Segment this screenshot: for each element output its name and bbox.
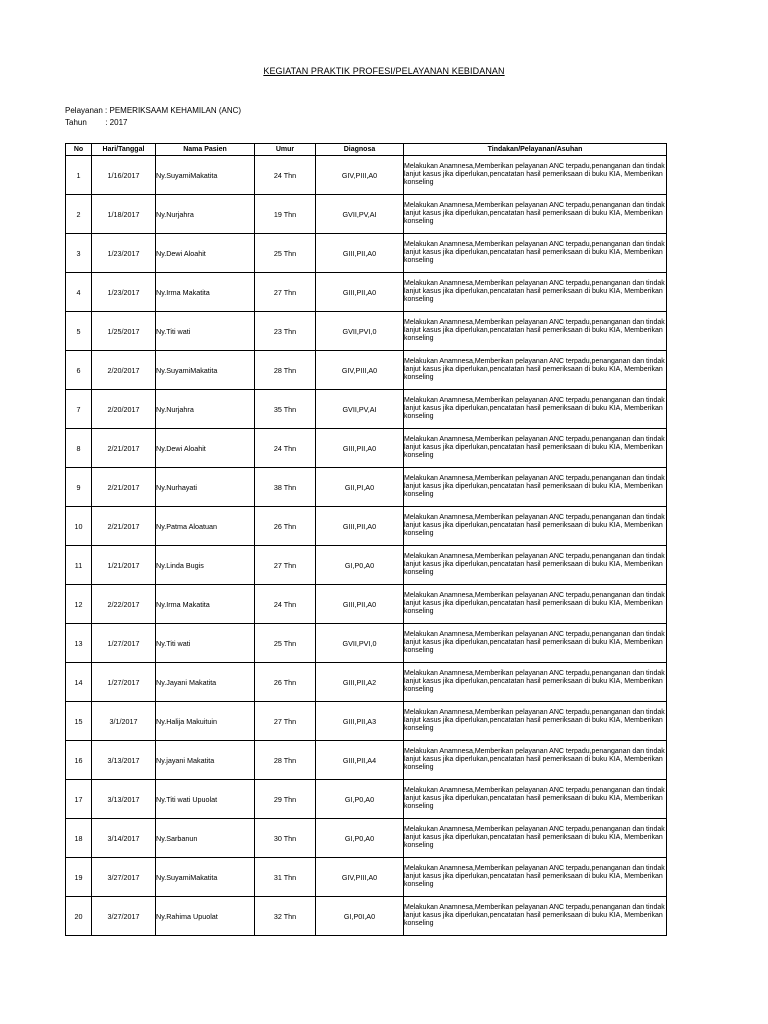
cell-name: Ny.Irma Makatita — [156, 273, 255, 312]
cell-age: 32 Thn — [255, 897, 316, 936]
cell-diagnosis: GIII,PII,A0 — [316, 429, 404, 468]
cell-name: Ny.Linda Bugis — [156, 546, 255, 585]
header-no: No — [66, 144, 92, 156]
cell-age: 38 Thn — [255, 468, 316, 507]
cell-age: 19 Thn — [255, 195, 316, 234]
table-row — [66, 507, 667, 546]
cell-diagnosis: GIII,PII,A0 — [316, 234, 404, 273]
cell-diagnosis: GIII,PII,A0 — [316, 273, 404, 312]
cell-action: Melakukan Anamnesa,Memberikan pelayanan ANC terpadu,penanganan dan tindak lanjut kasus jika diperlukan,pencatatan hasil pemeriksaan di buku KIA, Memberikan konseling — [404, 156, 667, 195]
cell-age: 24 Thn — [255, 585, 316, 624]
cell-date: 3/1/2017 — [92, 702, 156, 741]
cell-date: 1/23/2017 — [92, 234, 156, 273]
meta-tahun — [65, 118, 127, 128]
table-row — [66, 663, 667, 702]
cell-name: Ny.Nurhayati — [156, 468, 255, 507]
cell-name: Ny.Titi wati — [156, 624, 255, 663]
cell-no: 18 — [66, 819, 92, 858]
table-row — [66, 429, 667, 468]
cell-name: Ny.Irma Makatita — [156, 585, 255, 624]
records-table — [65, 143, 667, 936]
cell-age: 23 Thn — [255, 312, 316, 351]
tahun-value: : 2017 — [105, 118, 128, 127]
cell-date: 3/27/2017 — [92, 897, 156, 936]
cell-action: Melakukan Anamnesa,Memberikan pelayanan ANC terpadu,penanganan dan tindak lanjut kasus jika diperlukan,pencatatan hasil pemeriksaan di buku KIA, Memberikan konseling — [404, 702, 667, 741]
table-row — [66, 780, 667, 819]
cell-no: 4 — [66, 273, 92, 312]
cell-no: 7 — [66, 390, 92, 429]
table-body — [66, 156, 667, 936]
cell-action: Melakukan Anamnesa,Memberikan pelayanan ANC terpadu,penanganan dan tindak lanjut kasus jika diperlukan,pencatatan hasil pemeriksaan di buku KIA, Memberikan konseling — [404, 312, 667, 351]
cell-date: 2/20/2017 — [92, 390, 156, 429]
cell-diagnosis: GIV,PIII,A0 — [316, 351, 404, 390]
cell-date: 1/27/2017 — [92, 663, 156, 702]
cell-diagnosis: GI,P0,A0 — [316, 546, 404, 585]
cell-name: Ny.Sarbanun — [156, 819, 255, 858]
table-row — [66, 546, 667, 585]
cell-name: Ny.jayani Makatita — [156, 741, 255, 780]
cell-date: 1/18/2017 — [92, 195, 156, 234]
cell-date: 3/13/2017 — [92, 741, 156, 780]
cell-diagnosis: GI,P0,A0 — [316, 780, 404, 819]
header-age: Umur — [255, 144, 316, 156]
cell-diagnosis: GVII,PV,AI — [316, 390, 404, 429]
cell-action: Melakukan Anamnesa,Memberikan pelayanan ANC terpadu,penanganan dan tindak lanjut kasus jika diperlukan,pencatatan hasil pemeriksaan di buku KIA, Memberikan konseling — [404, 897, 667, 936]
cell-action: Melakukan Anamnesa,Memberikan pelayanan ANC terpadu,penanganan dan tindak lanjut kasus jika diperlukan,pencatatan hasil pemeriksaan di buku KIA, Memberikan konseling — [404, 624, 667, 663]
cell-name: Ny.Dewi Aloahit — [156, 234, 255, 273]
cell-name: Ny.Halija Makuituin — [156, 702, 255, 741]
cell-no: 15 — [66, 702, 92, 741]
cell-action: Melakukan Anamnesa,Memberikan pelayanan ANC terpadu,penanganan dan tindak lanjut kasus jika diperlukan,pencatatan hasil pemeriksaan di buku KIA, Memberikan konseling — [404, 195, 667, 234]
table-row — [66, 585, 667, 624]
cell-age: 28 Thn — [255, 741, 316, 780]
cell-age: 29 Thn — [255, 780, 316, 819]
cell-name: Ny.Nurjahra — [156, 195, 255, 234]
cell-diagnosis: GIV,PIII,A0 — [316, 858, 404, 897]
cell-action: Melakukan Anamnesa,Memberikan pelayanan ANC terpadu,penanganan dan tindak lanjut kasus jika diperlukan,pencatatan hasil pemeriksaan di buku KIA, Memberikan konseling — [404, 390, 667, 429]
table-row — [66, 351, 667, 390]
cell-no: 14 — [66, 663, 92, 702]
cell-date: 2/22/2017 — [92, 585, 156, 624]
cell-diagnosis: GIII,PII,A4 — [316, 741, 404, 780]
cell-no: 17 — [66, 780, 92, 819]
table-row — [66, 858, 667, 897]
cell-date: 1/16/2017 — [92, 156, 156, 195]
header-date: Hari/Tanggal — [92, 144, 156, 156]
table-row — [66, 819, 667, 858]
cell-age: 27 Thn — [255, 702, 316, 741]
cell-diagnosis: GIII,PII,A0 — [316, 585, 404, 624]
cell-name: Ny.Titi wati — [156, 312, 255, 351]
cell-name: Ny.Rahima Upuolat — [156, 897, 255, 936]
table-row — [66, 624, 667, 663]
cell-name: Ny.Patma Aloatuan — [156, 507, 255, 546]
table-row — [66, 312, 667, 351]
cell-age: 26 Thn — [255, 663, 316, 702]
pelayanan-value: PEMERIKSAAM KEHAMILAN (ANC) — [109, 106, 242, 115]
cell-date: 2/20/2017 — [92, 351, 156, 390]
cell-date: 1/23/2017 — [92, 273, 156, 312]
table-row — [66, 273, 667, 312]
header-action: Tindakan/Pelayanan/Asuhan — [404, 144, 667, 156]
table-row — [66, 234, 667, 273]
cell-no: 9 — [66, 468, 92, 507]
cell-action: Melakukan Anamnesa,Memberikan pelayanan ANC terpadu,penanganan dan tindak lanjut kasus jika diperlukan,pencatatan hasil pemeriksaan di buku KIA, Memberikan konseling — [404, 234, 667, 273]
cell-date: 2/21/2017 — [92, 429, 156, 468]
cell-no: 6 — [66, 351, 92, 390]
cell-no: 13 — [66, 624, 92, 663]
cell-no: 1 — [66, 156, 92, 195]
cell-age: 28 Thn — [255, 351, 316, 390]
cell-age: 31 Thn — [255, 858, 316, 897]
cell-action: Melakukan Anamnesa,Memberikan pelayanan ANC terpadu,penanganan dan tindak lanjut kasus jika diperlukan,pencatatan hasil pemeriksaan di buku KIA, Memberikan konseling — [404, 858, 667, 897]
page-title: KEGIATAN PRAKTIK PROFESI/PELAYANAN KEBIDANAN — [263, 66, 505, 76]
cell-name: Ny.SuyamiMakatita — [156, 858, 255, 897]
table-row — [66, 468, 667, 507]
cell-date: 3/27/2017 — [92, 858, 156, 897]
cell-no: 20 — [66, 897, 92, 936]
table-header-row — [66, 144, 667, 156]
cell-no: 16 — [66, 741, 92, 780]
cell-no: 2 — [66, 195, 92, 234]
cell-age: 30 Thn — [255, 819, 316, 858]
cell-no: 12 — [66, 585, 92, 624]
cell-no: 11 — [66, 546, 92, 585]
table-row — [66, 897, 667, 936]
cell-action: Melakukan Anamnesa,Memberikan pelayanan ANC terpadu,penanganan dan tindak lanjut kasus jika diperlukan,pencatatan hasil pemeriksaan di buku KIA, Memberikan konseling — [404, 507, 667, 546]
cell-age: 25 Thn — [255, 234, 316, 273]
cell-age: 24 Thn — [255, 429, 316, 468]
cell-age: 24 Thn — [255, 156, 316, 195]
cell-action: Melakukan Anamnesa,Memberikan pelayanan ANC terpadu,penanganan dan tindak lanjut kasus jika diperlukan,pencatatan hasil pemeriksaan di buku KIA, Memberikan konseling — [404, 780, 667, 819]
cell-action: Melakukan Anamnesa,Memberikan pelayanan ANC terpadu,penanganan dan tindak lanjut kasus jika diperlukan,pencatatan hasil pemeriksaan di buku KIA, Memberikan konseling — [404, 468, 667, 507]
cell-age: 26 Thn — [255, 507, 316, 546]
cell-action: Melakukan Anamnesa,Memberikan pelayanan ANC terpadu,penanganan dan tindak lanjut kasus jika diperlukan,pencatatan hasil pemeriksaan di buku KIA, Memberikan konseling — [404, 351, 667, 390]
cell-date: 2/21/2017 — [92, 468, 156, 507]
cell-age: 27 Thn — [255, 273, 316, 312]
header-name: Nama Pasien — [156, 144, 255, 156]
tahun-label: Tahun — [65, 118, 87, 127]
cell-diagnosis: GIII,PII,A3 — [316, 702, 404, 741]
cell-action: Melakukan Anamnesa,Memberikan pelayanan ANC terpadu,penanganan dan tindak lanjut kasus jika diperlukan,pencatatan hasil pemeriksaan di buku KIA, Memberikan konseling — [404, 663, 667, 702]
cell-age: 25 Thn — [255, 624, 316, 663]
cell-name: Ny.Nurjahra — [156, 390, 255, 429]
cell-name: Ny.Dewi Aloahit — [156, 429, 255, 468]
cell-date: 2/21/2017 — [92, 507, 156, 546]
table-row — [66, 390, 667, 429]
cell-action: Melakukan Anamnesa,Memberikan pelayanan ANC terpadu,penanganan dan tindak lanjut kasus jika diperlukan,pencatatan hasil pemeriksaan di buku KIA, Memberikan konseling — [404, 546, 667, 585]
cell-date: 1/21/2017 — [92, 546, 156, 585]
cell-action: Melakukan Anamnesa,Memberikan pelayanan ANC terpadu,penanganan dan tindak lanjut kasus jika diperlukan,pencatatan hasil pemeriksaan di buku KIA, Memberikan konseling — [404, 819, 667, 858]
cell-name: Ny.Jayani Makatita — [156, 663, 255, 702]
cell-diagnosis: GVII,PVI,0 — [316, 624, 404, 663]
cell-diagnosis: GIII,PII,A0 — [316, 507, 404, 546]
table-row — [66, 702, 667, 741]
cell-diagnosis: GII,PI,A0 — [316, 468, 404, 507]
cell-age: 35 Thn — [255, 390, 316, 429]
table-row — [66, 156, 667, 195]
cell-date: 1/27/2017 — [92, 624, 156, 663]
cell-diagnosis: GIII,PII,A2 — [316, 663, 404, 702]
cell-no: 3 — [66, 234, 92, 273]
cell-diagnosis: GI,P0I,A0 — [316, 897, 404, 936]
cell-name: Ny.SuyamiMakatita — [156, 156, 255, 195]
cell-diagnosis: GVII,PV,AI — [316, 195, 404, 234]
table-row — [66, 195, 667, 234]
header-diagnosis: Diagnosa — [316, 144, 404, 156]
cell-action: Melakukan Anamnesa,Memberikan pelayanan ANC terpadu,penanganan dan tindak lanjut kasus jika diperlukan,pencatatan hasil pemeriksaan di buku KIA, Memberikan konseling — [404, 741, 667, 780]
cell-name: Ny.SuyamiMakatita — [156, 351, 255, 390]
cell-action: Melakukan Anamnesa,Memberikan pelayanan ANC terpadu,penanganan dan tindak lanjut kasus jika diperlukan,pencatatan hasil pemeriksaan di buku KIA, Memberikan konseling — [404, 273, 667, 312]
cell-diagnosis: GI,P0,A0 — [316, 819, 404, 858]
cell-no: 8 — [66, 429, 92, 468]
pelayanan-label: Pelayanan : — [65, 106, 108, 115]
cell-age: 27 Thn — [255, 546, 316, 585]
cell-date: 3/13/2017 — [92, 780, 156, 819]
cell-date: 1/25/2017 — [92, 312, 156, 351]
cell-no: 5 — [66, 312, 92, 351]
cell-name: Ny.Titi wati Upuolat — [156, 780, 255, 819]
table-row — [66, 741, 667, 780]
cell-no: 19 — [66, 858, 92, 897]
cell-no: 10 — [66, 507, 92, 546]
cell-action: Melakukan Anamnesa,Memberikan pelayanan ANC terpadu,penanganan dan tindak lanjut kasus jika diperlukan,pencatatan hasil pemeriksaan di buku KIA, Memberikan konseling — [404, 429, 667, 468]
cell-date: 3/14/2017 — [92, 819, 156, 858]
cell-action: Melakukan Anamnesa,Memberikan pelayanan ANC terpadu,penanganan dan tindak lanjut kasus jika diperlukan,pencatatan hasil pemeriksaan di buku KIA, Memberikan konseling — [404, 585, 667, 624]
cell-diagnosis: GIV,PIII,A0 — [316, 156, 404, 195]
cell-diagnosis: GVII,PVI,0 — [316, 312, 404, 351]
meta-pelayanan — [65, 106, 241, 116]
